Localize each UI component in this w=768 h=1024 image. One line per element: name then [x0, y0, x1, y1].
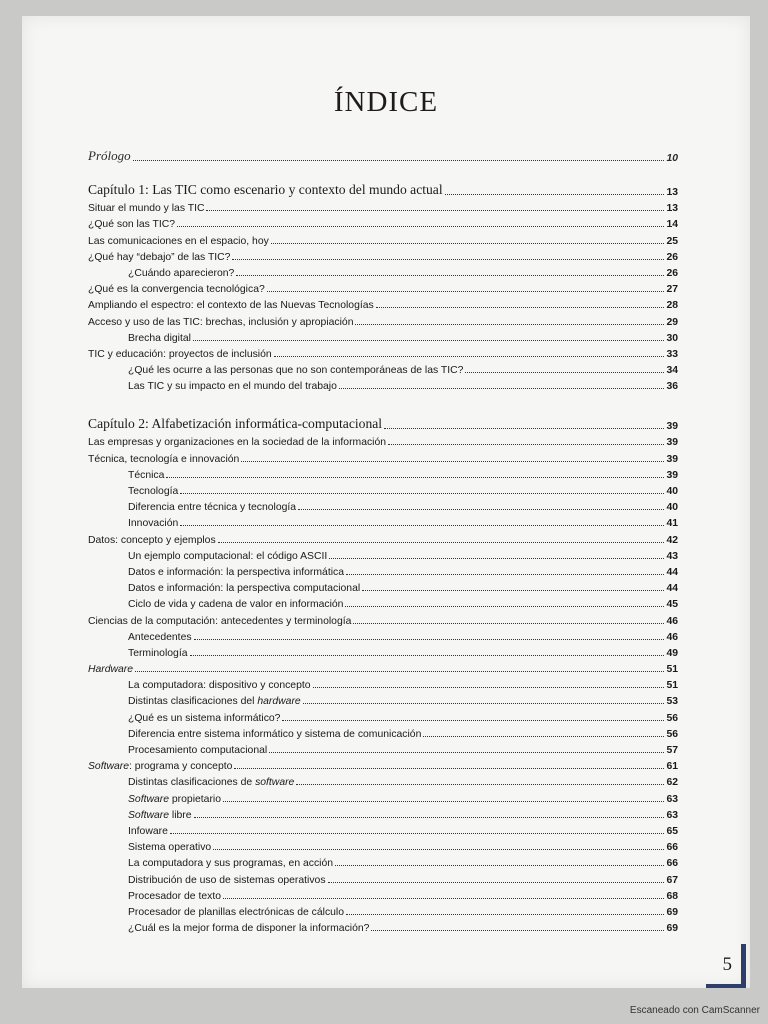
toc-subentry: Distintas clasificaciones del hardware 53: [128, 696, 678, 708]
toc-subentry: ¿Cuándo aparecieron? 26: [128, 267, 678, 279]
toc-subentry: Infoware 65: [128, 825, 678, 837]
chapter-1-heading: Capítulo 1: Las TIC como escenario y contexto del mundo actual 13: [88, 182, 678, 198]
toc-subentry: Antecedentes 46: [128, 631, 678, 643]
toc-subentry: Sistema operativo 66: [128, 842, 678, 854]
page-title: ÍNDICE: [333, 86, 439, 118]
toc-subentry: Diferencia entre sistema informático y sistema de comunicación 56: [128, 728, 678, 740]
toc-subentry: La computadora: dispositivo y concepto 51: [128, 680, 678, 692]
book-page: [22, 16, 750, 988]
toc-subentry: Procesador de texto 68: [128, 890, 678, 902]
toc-subentry: Ciclo de vida y cadena de valor en información 45: [128, 599, 678, 611]
toc-entry: Hardware 51: [88, 664, 678, 676]
toc-entry: Ampliando el espectro: el contexto de las Nuevas Tecnologías 28: [88, 300, 678, 312]
toc-subentry: Técnica 39: [128, 469, 678, 481]
toc-subentry: Un ejemplo computacional: el código ASCII 43: [128, 550, 678, 562]
toc-entry: Software: programa y concepto 61: [88, 761, 678, 773]
toc-subentry: ¿Qué les ocurre a las personas que no son contemporáneas de las TIC? 34: [128, 365, 678, 377]
toc-entry: ¿Qué es la convergencia tecnológica? 27: [88, 284, 678, 296]
toc-subentry: Datos e información: la perspectiva computacional 44: [128, 583, 678, 595]
toc-entry: TIC y educación: proyectos de inclusión 33: [88, 348, 678, 360]
page-number: 5: [722, 954, 732, 975]
toc-entry: Las empresas y organizaciones en la sociedad de la información 39: [88, 437, 678, 449]
toc-entry: Técnica, tecnología e innovación 39: [88, 453, 678, 465]
toc-subentry: Brecha digital 30: [128, 332, 678, 344]
toc-subentry: ¿Qué es un sistema informático? 56: [128, 712, 678, 724]
toc-entry: Ciencias de la computación: antecedentes y terminología 46: [88, 615, 678, 627]
toc-subentry: Distintas clasificaciones de software 62: [128, 777, 678, 789]
toc-entry: ¿Qué son las TIC? 14: [88, 219, 678, 231]
toc-subentry: Software propietario 63: [128, 793, 678, 805]
toc-entry: Las comunicaciones en el espacio, hoy 25: [88, 235, 678, 247]
toc-subentry: ¿Cuál es la mejor forma de disponer la información? 69: [128, 923, 678, 935]
toc-entry: ¿Qué hay “debajo” de las TIC? 26: [88, 251, 678, 263]
toc-subentry: Software libre 63: [128, 809, 678, 821]
toc-subentry: Diferencia entre técnica y tecnología 40: [128, 502, 678, 514]
toc-subentry: Terminología 49: [128, 647, 678, 659]
scanner-watermark: Escaneado con CamScanner: [629, 1005, 760, 1016]
chapter-2-heading: Capítulo 2: Alfabetización informática-computacional 39: [88, 416, 678, 433]
toc-entry: Acceso y uso de las TIC: brechas, inclusión y apropiación 29: [88, 316, 678, 328]
toc-entry: Situar el mundo y las TIC 13: [88, 203, 678, 215]
toc-subentry: Innovación 41: [128, 518, 678, 530]
table-of-contents: [88, 144, 678, 934]
toc-entry-prologue: Prólogo 10: [88, 148, 678, 164]
toc-subentry: Procesamiento computacional 57: [128, 745, 678, 756]
toc-subentry: Distribución de uso de sistemas operativos 67: [128, 874, 678, 886]
toc-subentry: Datos e información: la perspectiva informática 44: [128, 566, 678, 578]
toc-entry: Datos: concepto y ejemplos 42: [88, 534, 678, 546]
toc-subentry: Las TIC y su impacto en el mundo del trabajo 36: [128, 381, 678, 393]
toc-subentry: Procesador de planillas electrónicas de cálculo 69: [128, 906, 678, 918]
toc-subentry: La computadora y sus programas, en acción 66: [128, 858, 678, 870]
toc-subentry: Tecnología 40: [128, 486, 678, 497]
